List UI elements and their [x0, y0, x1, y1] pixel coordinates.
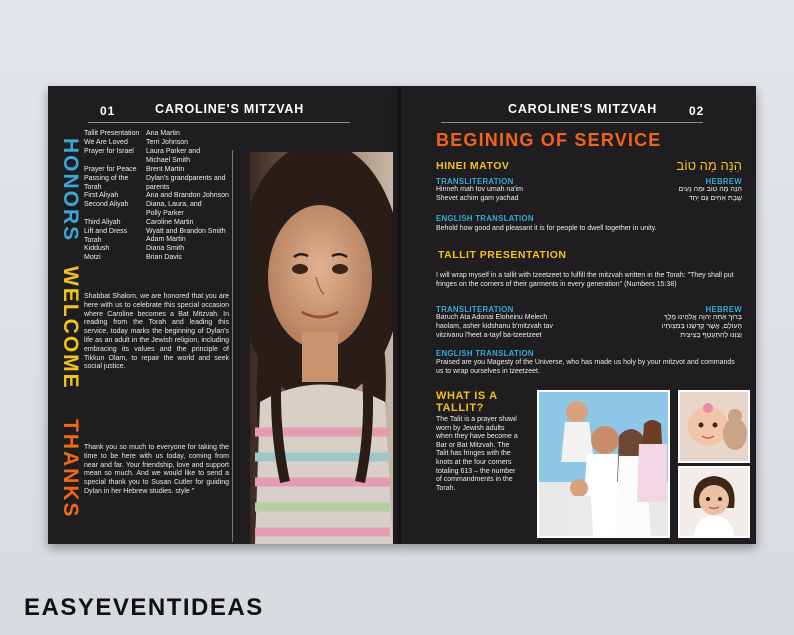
- hinei-title: HINEI MATOV: [436, 160, 510, 172]
- title-rule: [88, 122, 350, 123]
- honor-names: Brent Martin: [146, 166, 185, 173]
- tallit-hebrew-line: וְצִוָּנוּ לְהִתְעַטֵּף בְּצִיצִית: [680, 332, 742, 339]
- english-translation-label: ENGLISH TRANSLATION: [436, 349, 534, 358]
- hinei-translit-line: Shevet achim gam yachad: [436, 195, 519, 202]
- honor-names: Diana, Laura, and Polly Parker: [146, 201, 202, 217]
- title-rule: [441, 122, 703, 123]
- honor-role: Lift and Dress Torah: [84, 228, 128, 244]
- page-title: CAROLINE'S MITZVAH: [155, 102, 305, 116]
- honor-role: Kiddush: [84, 245, 110, 252]
- tallit-hebrew-line: בָּרוּךְ אַתָּה יְהוָה אֱלֹהֵינוּ מֶלֶךְ: [664, 314, 742, 321]
- english-translation-label: ENGLISH TRANSLATION: [436, 214, 534, 223]
- transliteration-label: TRANSLITERATION: [436, 305, 514, 314]
- welcome-heading: WELCOME: [59, 266, 82, 390]
- honor-names: Ana Martin: [146, 130, 180, 137]
- transliteration-label: TRANSLITERATION: [436, 177, 514, 186]
- honor-names: Adam Martin: [146, 236, 186, 243]
- honor-role: Tallit Presentation: [84, 130, 140, 137]
- honor-names: Ana and Brandon Johnson: [146, 192, 229, 199]
- right-page: [401, 86, 756, 544]
- what-is-tallit-title: [436, 390, 498, 414]
- baby-photo-top: [678, 390, 750, 463]
- what-is-tallit-text: The Talit is a prayer shawl worn by Jewish adults when they have become a Bar or Bat Mitzvah. The Talit has fringes with the knots at the four corners totaling 613 – the number of commandments in the Torah.: [436, 416, 518, 492]
- tallit-translit-line: haolam, asher kidshanu b'mitzvah tav: [436, 323, 553, 330]
- honor-role: Prayer for Israel: [84, 148, 134, 155]
- honor-role: First Aliyah: [84, 192, 119, 199]
- honors-heading: HONORS: [59, 138, 82, 243]
- hinei-english: Behold how good and pleasant it is for people to dwell together in unity.: [436, 225, 657, 232]
- what-is-title-line: WHAT IS A: [436, 390, 498, 402]
- honor-role: Motzi: [84, 254, 101, 261]
- hinei-hebrew-line: שֶׁבֶת אַחִים גַּם יָחַד: [688, 195, 742, 202]
- tallit-hebrew-line: הָעוֹלָם, אֲשֶׁר קִדְּשָׁנוּ בְּמִצְוֹתָיו: [661, 323, 742, 330]
- honor-names: Caroline Martin: [146, 219, 194, 226]
- honor-names: Wyatt and Brandon Smith: [146, 228, 226, 235]
- girl-portrait-illustration: [250, 152, 393, 544]
- page-number: 01: [100, 104, 116, 118]
- hebrew-label: HEBREW: [705, 177, 742, 186]
- baby-photo-bottom: [678, 466, 750, 538]
- honor-names: Diana Smith: [146, 245, 185, 252]
- hinei-translit-line: Hinneh mah tov umah na'im: [436, 186, 523, 193]
- baby-illustration: [680, 392, 748, 461]
- tallit-translit-line: Baruch Ata Adonai Eloheinu Melech: [436, 314, 548, 321]
- honor-role: Prayer for Peace: [84, 166, 137, 173]
- tallit-english: Praised are you Magesty of the Universe, who has made us holy by your mitzvot and commands us to wrap ourselves in tzeetzeet.: [436, 359, 735, 375]
- page-number: 02: [689, 104, 705, 118]
- column-divider: [232, 150, 233, 542]
- honor-role: Passing of the Torah: [84, 175, 129, 191]
- honor-role: Third Aliyah: [84, 219, 121, 226]
- section-title: BEGINING OF SERVICE: [436, 130, 662, 150]
- thanks-text: Thank you so much to everyone for taking the time to be here with us today, coming from near and far. Your friendship, love and support mean so much. And we would like to send a special thank you to Susan Cutler for guiding Dylan in her Hebrew studies. style ": [84, 444, 229, 495]
- family-photo: [537, 390, 670, 538]
- honor-role: Second Aliyah: [84, 201, 129, 208]
- hebrew-label: HEBREW: [705, 305, 742, 314]
- honor-names: Laura Parker and Michael Smith: [146, 148, 201, 164]
- girl-portrait-photo: [250, 152, 393, 544]
- honor-names: Terri Johnson: [146, 139, 189, 146]
- hinei-hebrew-title: הִנֵּה מַה טוֹב: [676, 158, 742, 173]
- family-illustration: [539, 392, 668, 536]
- thanks-heading: THANKS: [59, 419, 82, 519]
- hinei-hebrew-line: הִנֵּה מַה טוֹב וּמַה נָּעִים: [678, 186, 742, 193]
- tallit-translit-line: vitzivanu l'heet a-tayf ba-tzeetzeet: [436, 332, 542, 339]
- honor-names: Dylan's grandparents and parents: [146, 175, 226, 191]
- tallit-title: TALLIT PRESENTATION: [438, 249, 567, 261]
- welcome-text: Shabbat Shalom, we are honored that you are here with us to celebrate this special occasion where Caroline becomes a Bat Mitzvah. In reading from the Torah and leading this service, today marks the beginning of Dylan's life as an adult in the Jewish religion, including embracing its values and the principle of Tikkun Olam, to repair the world and seek social justice.: [84, 293, 229, 371]
- honors-list: [84, 130, 234, 260]
- toddler-illustration: [680, 468, 748, 536]
- honor-role: We Are Loved: [84, 139, 128, 146]
- left-page: [48, 86, 401, 544]
- page-title: CAROLINE'S MITZVAH: [508, 102, 658, 116]
- tallit-intro: I will wrap myself in a tallit with tzeetzeet to fulfill the mitzvah written in the Torah: "They shall put fringes on the corners of their garments in every generation" (Numbers 15:38): [436, 272, 734, 288]
- honor-names: Brian Davis: [146, 254, 182, 261]
- brand-logo-text: EASYEVENTIDEAS: [24, 594, 264, 621]
- what-is-title-line: TALLIT?: [436, 402, 484, 414]
